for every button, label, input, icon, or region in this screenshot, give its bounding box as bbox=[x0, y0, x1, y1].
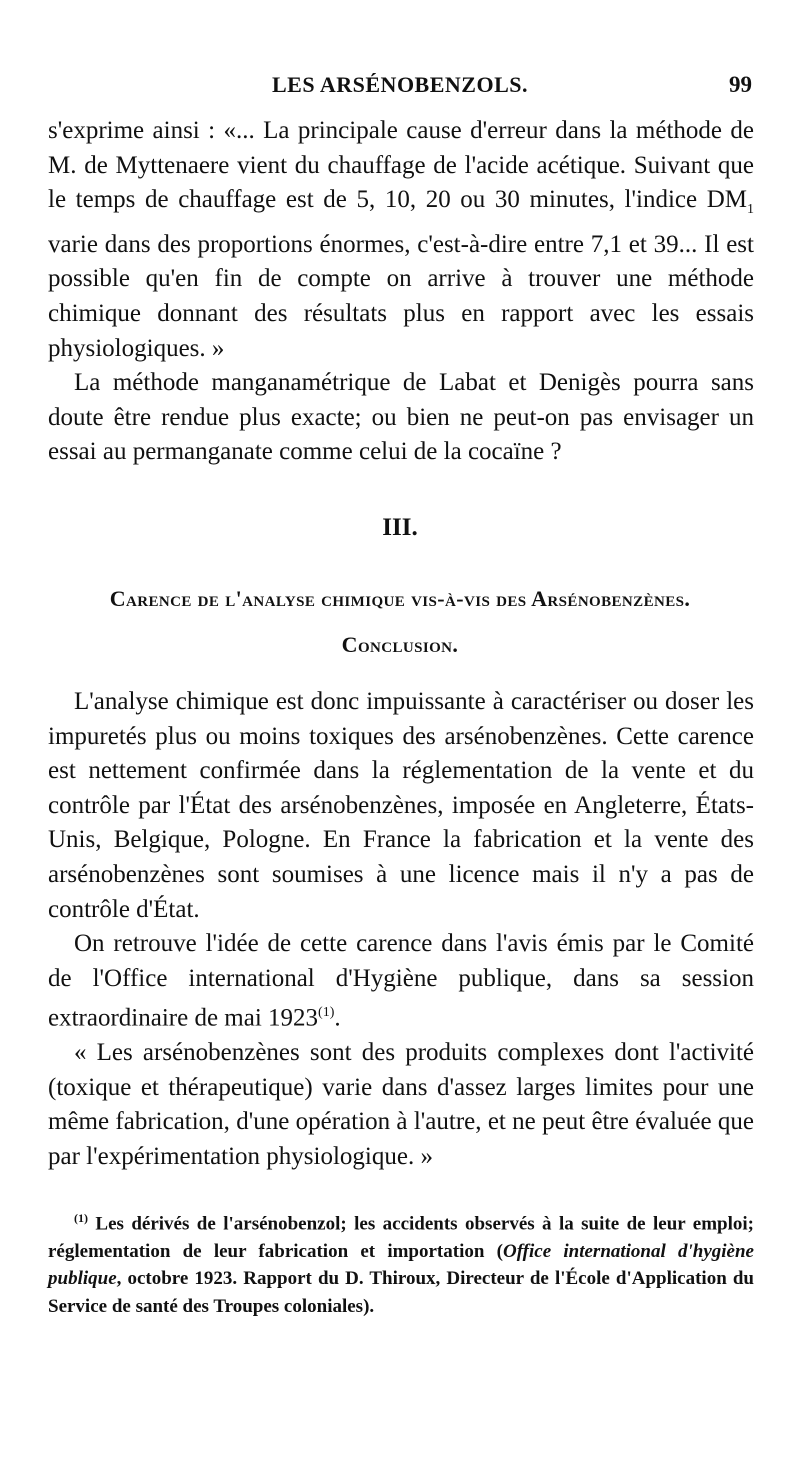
paragraph: La méthode manganamétrique de Labat et Denigès pourra sans doute être rendue plus exacte; ou bien ne peut-on pas envisager un essai au permanganate comme celui de la cocaïne ? bbox=[48, 369, 754, 466]
footnote-text: , octobre 1923. Rapport du D. Thiroux, Directeur de l'École d'Application du Service de santé des Troupes coloniales). bbox=[48, 1268, 754, 1317]
subscript: 1 bbox=[747, 202, 754, 218]
footnote bbox=[48, 1205, 754, 1320]
paragraph-text: s'exprime ainsi : «... La principale cause d'erreur dans la méthode de M. de Myttenaere vient du chauffage de l'acide acétique. Suivant que le temps de chauffage est de 5, 10, 20 ou 30 minutes, l'indice DM bbox=[48, 117, 754, 214]
footnote-mark: (1) bbox=[74, 1211, 88, 1225]
page-number: 99 bbox=[729, 72, 752, 97]
paragraph bbox=[48, 114, 754, 366]
paragraph-text: On retrouve l'idée de cette carence dans l'avis émis par le Comité de l'Office international d'Hygiène publique, dans sa session extraordinaire de mai 1923 bbox=[48, 930, 754, 1032]
running-title: LES ARSÉNOBENZOLS. bbox=[272, 72, 528, 97]
section-heading: Carence de l'analyse chimique vis-à-vis des Arsénobenzènes. bbox=[109, 586, 691, 611]
body-text-bottom bbox=[48, 685, 754, 1175]
paragraph bbox=[48, 927, 754, 1036]
paragraph-text: . bbox=[334, 1004, 341, 1032]
paragraph-text: varie dans des proportions énormes, c'est-à-dire entre 7,1 et 39... Il est possible qu'en fin de compte on arrive à trouver une méthode chimique donnant des résultats plus en rapport avec les essais physiologiques. » bbox=[48, 230, 754, 362]
paragraph: L'analyse chimique est donc impuissante à caractériser ou doser les impuretés plus ou moins toxiques des arsénobenzènes. Cette carence est nettement confirmée dans la réglementation de la vente et du contrôle par l'État des arsénobenzènes, imposée en Angleterre, États-Unis, Belgique, Pologne. En France la fabrication et la vente des arsénobenzènes sont soumises à une licence mais il n'y a pas de contrôle d'État. bbox=[48, 688, 754, 923]
quotation-paragraph: « Les arsénobenzènes sont des produits complexes dont l'activité (toxique et thérapeutique) varie dans d'assez larges limites pour une même fabrication, d'une opération à l'autre, et ne peut être évaluée que par l'expérimentation physiologique. » bbox=[48, 1039, 754, 1171]
running-head bbox=[48, 72, 752, 106]
footnote-text: Les dérivés de l'arsénobenzol; les accidents observés à la suite de leur emploi; réglementation de leur fabrication et importation ( bbox=[48, 1213, 754, 1262]
section-subheading: Conclusion. bbox=[341, 632, 459, 657]
footnote-reference: (1) bbox=[318, 1005, 335, 1021]
footnote-italic-text: Office international d'hygiène publique bbox=[48, 1240, 754, 1290]
section-number: III. bbox=[382, 514, 418, 541]
body-text-top bbox=[48, 114, 754, 470]
